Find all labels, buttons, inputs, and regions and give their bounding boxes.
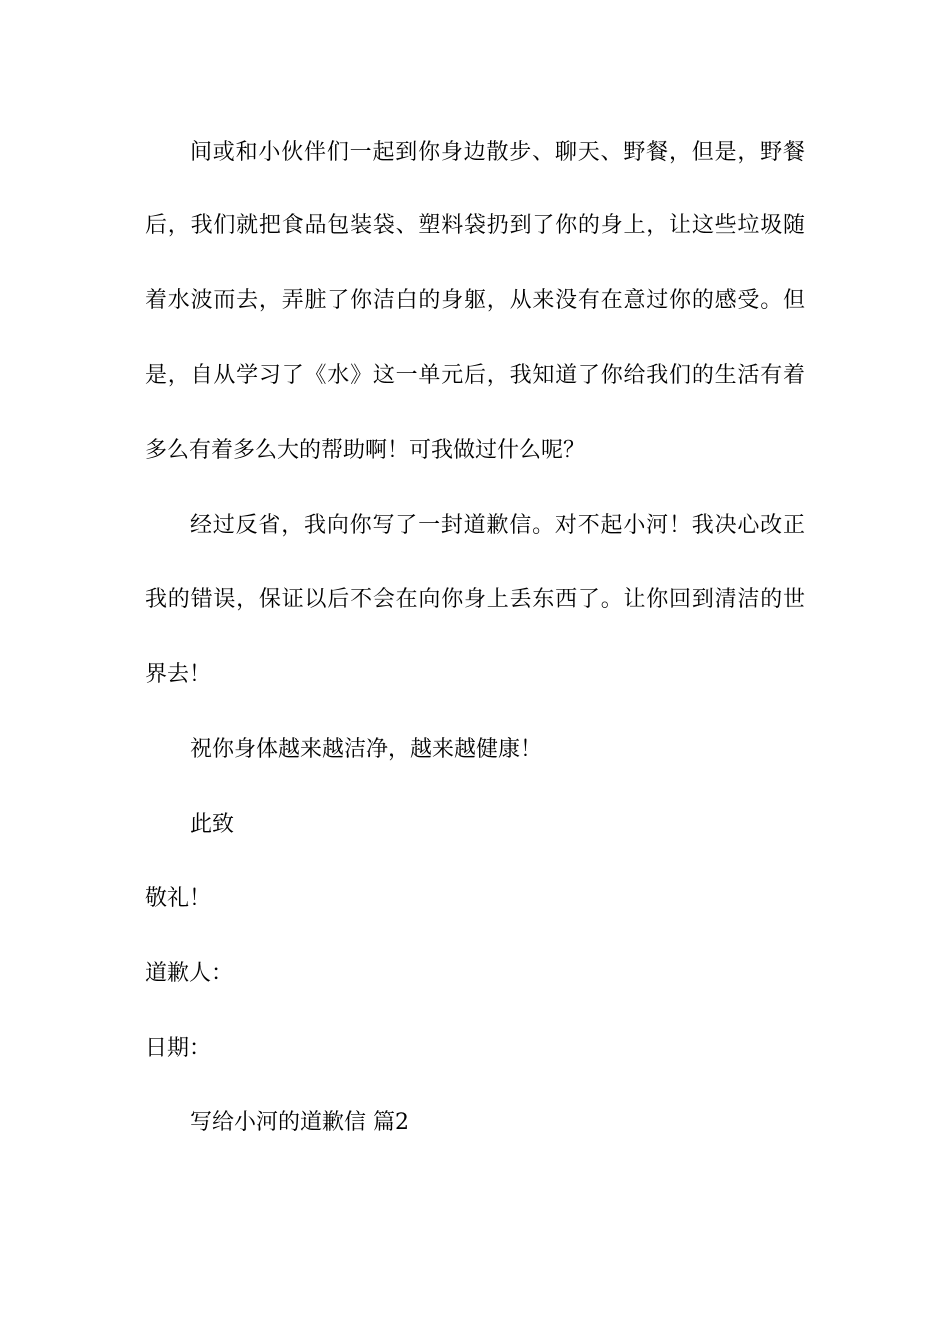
date-label: 日期：	[145, 1036, 212, 1061]
paragraph-2-line-1: 经过反省，我向你写了一封道歉信。对不起小河！我决心改正	[190, 513, 805, 538]
closing-respect: 敬礼！	[145, 886, 212, 911]
wish-line: 祝你身体越来越洁净，越来越健康！	[190, 737, 543, 762]
paragraph-1-line-2: 后，我们就把食品包装袋、塑料袋扔到了你的身上，让这些垃圾随	[145, 213, 805, 238]
closing-salutation: 此致	[190, 812, 235, 837]
signature-label: 道歉人：	[145, 961, 234, 986]
paragraph-1-line-1: 间或和小伙伴们一起到你身边散步、聊天、野餐，但是，野餐	[190, 140, 805, 165]
paragraph-2-line-2: 我的错误，保证以后不会在向你身上丢东西了。让你回到清洁的世	[145, 587, 805, 612]
paragraph-1-line-5: 多么有着多么大的帮助啊！可我做过什么呢？	[145, 438, 586, 463]
next-section-title: 写给小河的道歉信 篇2	[190, 1110, 409, 1135]
paragraph-1-line-3: 着水波而去，弄脏了你洁白的身躯，从来没有在意过你的感受。但	[145, 288, 805, 313]
paragraph-2-line-3: 界去！	[145, 662, 212, 687]
paragraph-1-line-4: 是，自从学习了《水》这一单元后，我知道了你给我们的生活有着	[145, 363, 805, 388]
